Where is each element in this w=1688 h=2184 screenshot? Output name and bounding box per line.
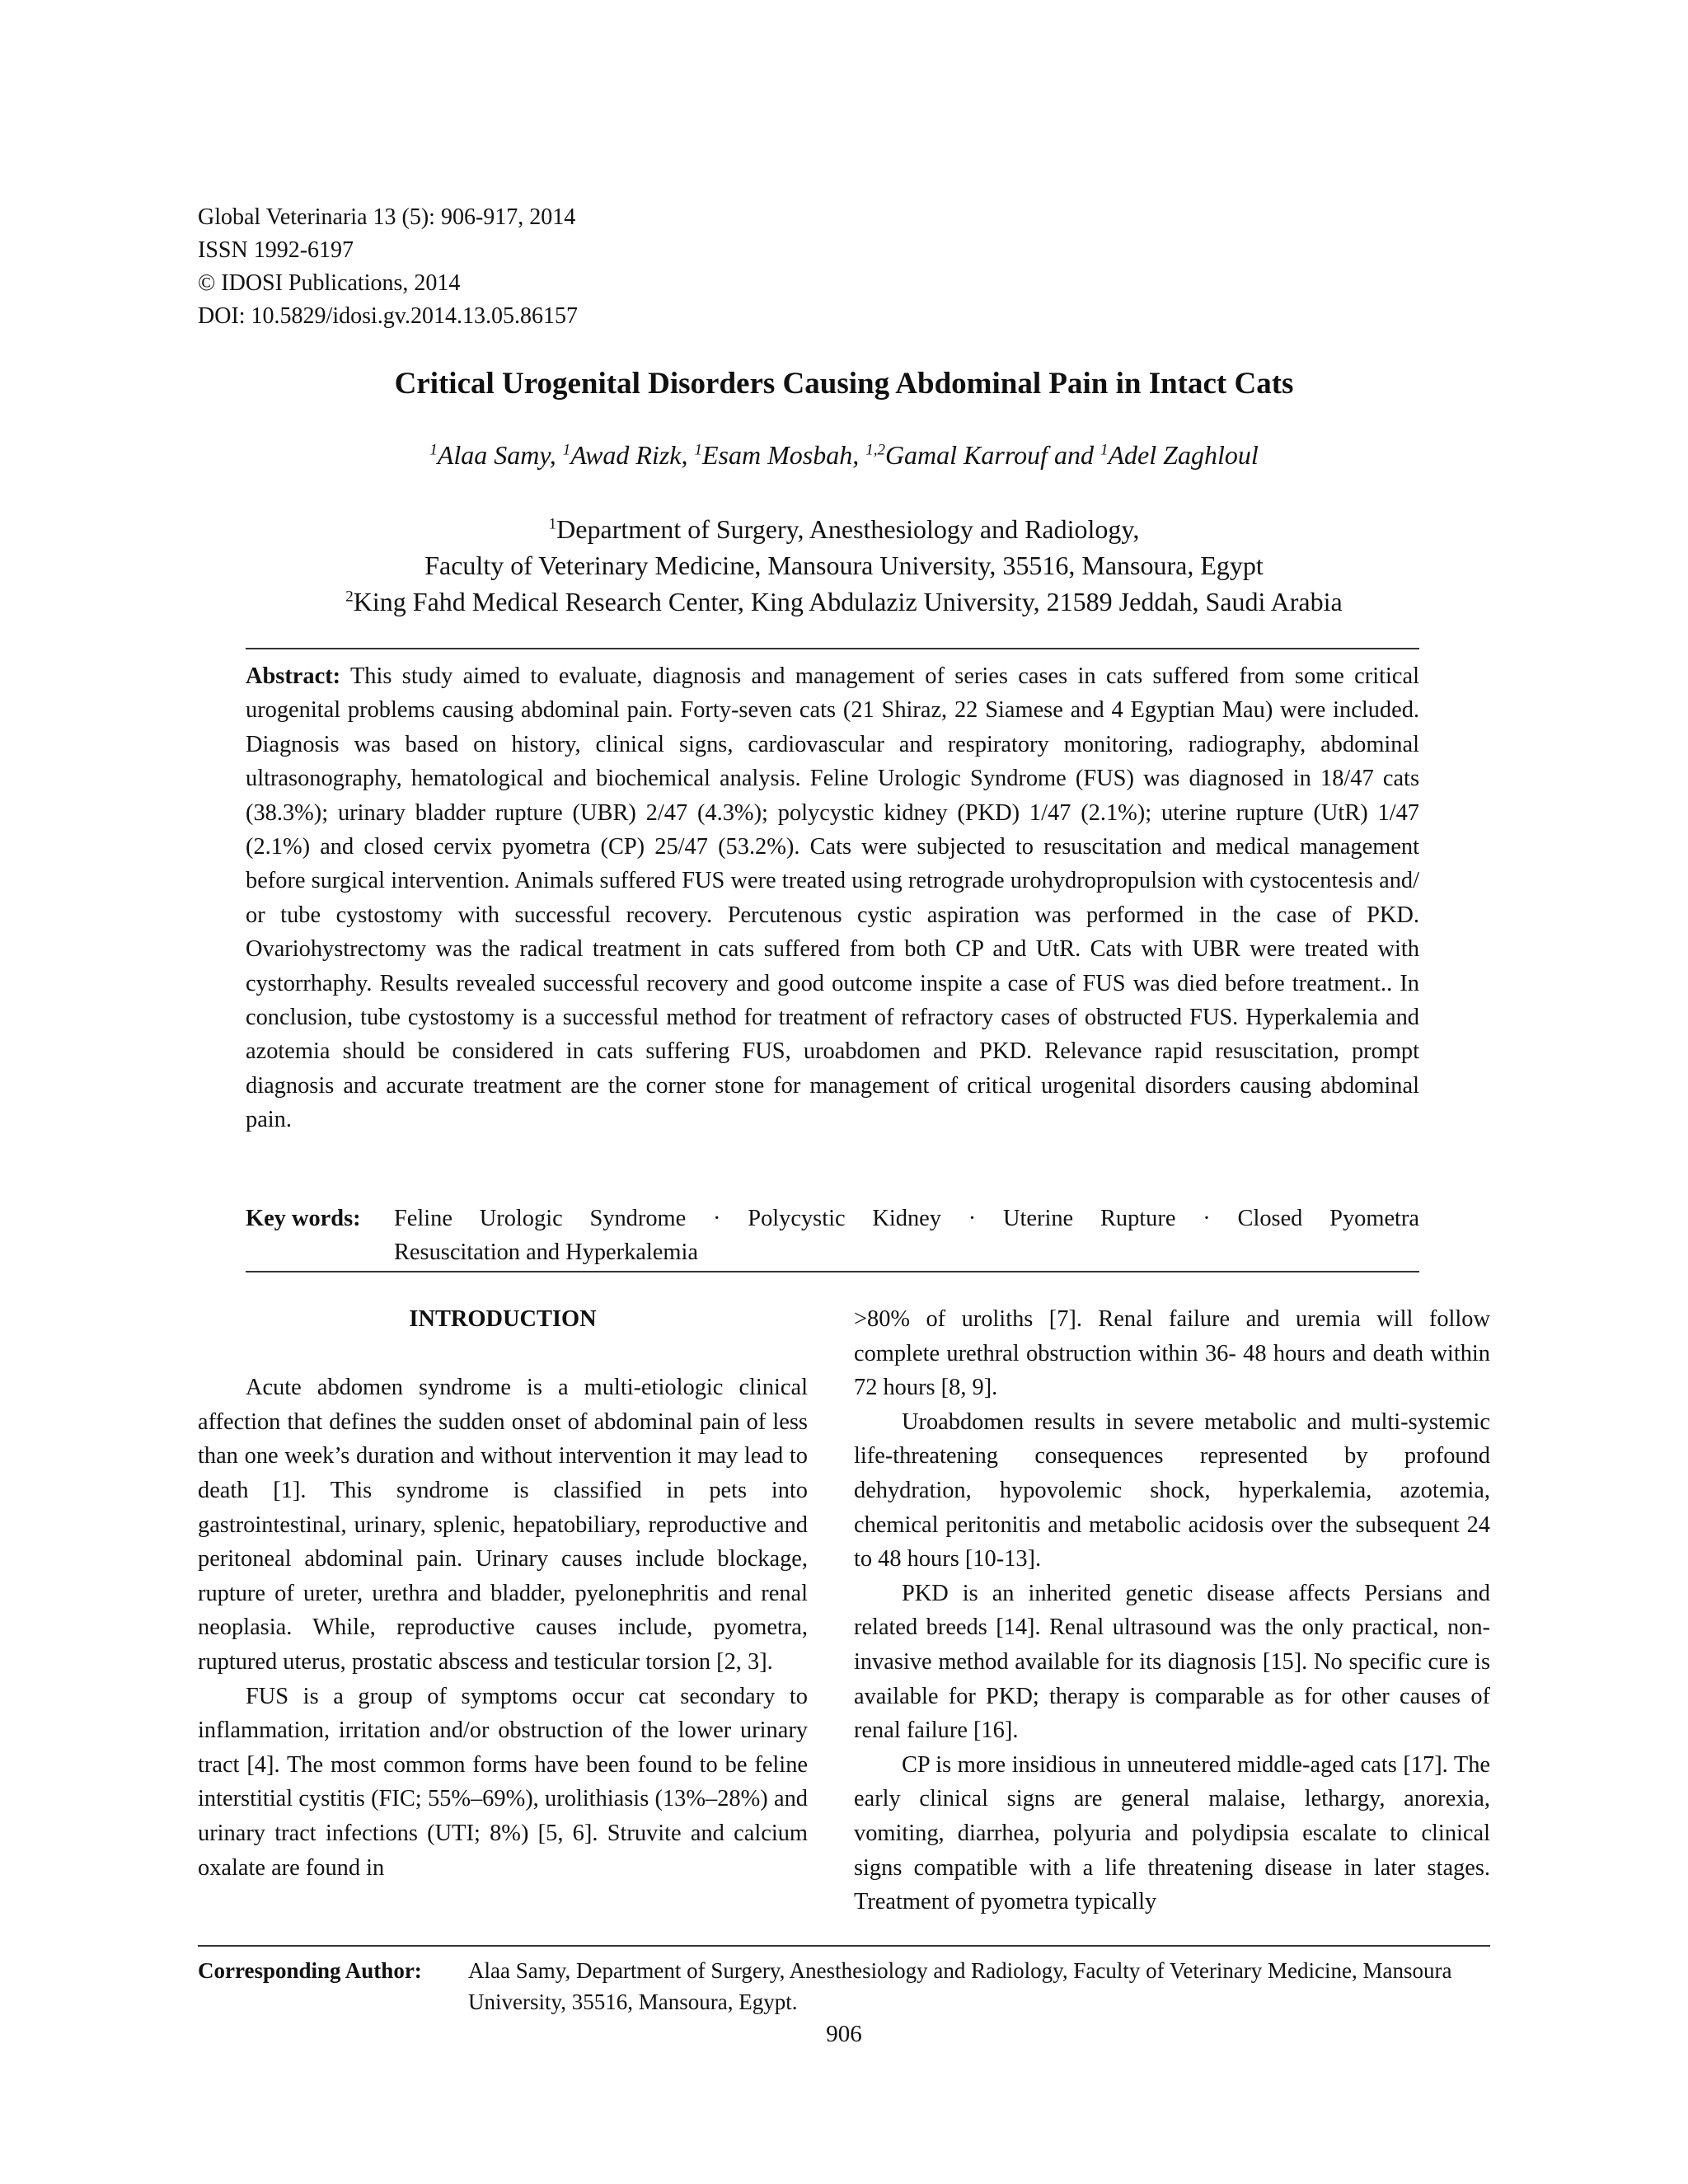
issn: ISSN 1992-6197 xyxy=(198,237,354,263)
abstract-label: Abstract: xyxy=(246,663,341,689)
affiliation-1-cont: Faculty of Veterinary Medicine, Mansoura University, 35516, Mansoura, Egypt xyxy=(424,551,1264,580)
author-name: Adel Zaghloul xyxy=(1108,440,1259,470)
keywords-bottom-rule xyxy=(246,1271,1419,1272)
keywords-label: Key words: xyxy=(246,1206,361,1231)
footnote-rule xyxy=(198,1945,1490,1947)
affiliation-1 xyxy=(0,511,1688,547)
author-name: Awad Rizk, xyxy=(570,440,695,470)
affiliation-text: King Fahd Medical Research Center, King Abdulaziz University, 21589 Jeddah, Saudi Arabia xyxy=(353,587,1343,616)
journal-citation: Global Veterinaria 13 (5): 906-917, 2014 xyxy=(198,204,576,230)
affiliations xyxy=(0,511,1688,620)
corresponding-author-label: Corresponding Author: xyxy=(198,1958,422,1983)
publisher: © IDOSI Publications, 2014 xyxy=(198,270,461,296)
author-list xyxy=(0,440,1688,471)
author-name: Esam Mosbah, xyxy=(701,440,866,470)
abstract-text: This study aimed to evaluate, diagnosis and management of series cases in cats suffered from some critical urogenital problems causing abdominal pain. Forty-seven cats (21 Shiraz, 22 Siamese and 4 Egyptian Mau) were included. Diagnosis was based on history, clinical signs, cardiovascular and respiratory monitoring, radiography, abdominal ultrasonography, hematological and biochemical analysis. Feline Urologic Syndrome (FUS) was diagnosed in 18/47 cats (38.3%); urinary bladder rupture (UBR) 2/47 (4.3%); polycystic kidney (PKD) 1/47 (2.1%); uterine rupture (UtR) 1/47 (2.1%) and closed cervix pyometra (CP) 25/47 (53.2%). Cats were subjected to resuscitation and medical management before surgical intervention. Animals suffered FUS were treated using retrograde urohydropropulsion with cystocentesis and/ or tube cystostomy with successful recovery. Percutenous cystic aspiration was performed in the case of PKD. Ovariohystrectomy was the radical treatment in cats suffered from both CP and UtR. Cats with UBR were treated with cystorrhaphy. Results revealed successful recovery and good outcome inspite a case of FUS was died before treatment.. In conclusion, tube cystostomy is a successful method for treatment of refractory cases of obstructed FUS. Hyperkalemia and azotemia should be considered in cats suffering FUS, uroabdomen and PKD. Relevance rapid resuscitation, prompt diagnosis and accurate treatment are the corner stone for management of critical urogenital disorders causing abdominal pain. xyxy=(246,663,1419,1133)
doi: DOI: 10.5829/idosi.gv.2014.13.05.86157 xyxy=(198,303,578,329)
author-name: Alaa Samy, xyxy=(437,440,563,470)
affil-mark: 2 xyxy=(345,588,354,606)
body-paragraph: Acute abdomen syndrome is a multi-etiologic clinical affection that defines the sudden onset of abdominal pain of less than one week’s duration and without intervention it may lead to death [1]. This syndrome is classified in pets into gastrointestinal, urinary, splenic, hepatobiliary, reproductive and peritoneal abdominal pain. Urinary causes include blockage, rupture of ureter, urethra and bladder, pyelonephritis and renal neoplasia. While, reproductive causes include, pyometra, ruptured uterus, prostatic abscess and testicular torsion [2, 3]. xyxy=(198,1375,808,1675)
author-name: Gamal Karrouf and xyxy=(884,440,1100,470)
affiliation-text: Department of Surgery, Anesthesiology and Radiology, xyxy=(556,514,1140,544)
abstract-top-rule xyxy=(246,648,1419,649)
body-paragraph: FUS is a group of symptoms occur cat secondary to inflammation, irritation and/or obstruction of the lower urinary tract [4]. The most common forms have been found to be feline interstitial cystitis (FIC; 55%–69%), urolithiasis (13%–28%) and urinary tract infections (UTI; 8%) [5, 6]. Struvite and calcium oxalate are found in xyxy=(198,1683,808,1881)
section-heading-introduction: INTRODUCTION xyxy=(409,1306,597,1332)
corresponding-author-text: Alaa Samy, Department of Surgery, Anesthesiology and Radiology, Faculty of Veterinary Medicine, Mansoura University, 35516, Mansoura, Egypt. xyxy=(468,1958,1452,2014)
affiliation-2 xyxy=(0,583,1688,620)
body-paragraph: Uroabdomen results in severe metabolic and multi-systemic life-threatening consequences represented by profound dehydration, hypovolemic shock, hyperkalemia, azotemia, chemical peritonitis and metabolic acidosis over the subsequent 24 to 48 hours [10-13]. xyxy=(854,1408,1490,1572)
author-affil-mark: 1 xyxy=(562,441,571,459)
body-paragraph: PKD is an inherited genetic disease affects Persians and related breeds [14]. Renal ultrasound was the only practical, non-invasive method available for its diagnosis [15]. No specific cure is available for PKD; therapy is comparable as for other causes of renal failure [16]. xyxy=(854,1580,1490,1744)
author-affil-mark: 1 xyxy=(429,441,438,459)
author-affil-mark: 1,2 xyxy=(865,441,885,459)
author-affil-mark: 1 xyxy=(694,441,702,459)
body-paragraph: >80% of uroliths [7]. Renal failure and uremia will follow complete urethral obstruction within 36- 48 hours and death within 72 hours [8, 9]. xyxy=(854,1306,1490,1401)
page-number: 906 xyxy=(826,2021,862,2047)
paper-title: Critical Urogenital Disorders Causing Abdominal Pain in Intact Cats xyxy=(394,367,1294,401)
author-affil-mark: 1 xyxy=(1100,441,1109,459)
journal-header xyxy=(198,201,578,333)
keywords-line-2: Resuscitation and Hyperkalemia xyxy=(394,1240,698,1265)
affil-mark: 1 xyxy=(548,515,557,533)
abstract xyxy=(246,659,1419,1137)
body-paragraph: CP is more insidious in unneutered middle-aged cats [17]. The early clinical signs are general malaise, lethargy, anorexia, vomiting, diarrhea, polyuria and polydipsia escalate to clinical signs compatible with a life threatening disease in later stages. Treatment of pyometra typically xyxy=(854,1751,1490,1915)
keywords-line-1: Feline Urologic Syndrome · Polycystic Kidney · Uterine Rupture · Closed Pyometra xyxy=(394,1206,1419,1231)
right-column xyxy=(854,1302,1490,1919)
left-column xyxy=(198,1302,808,1885)
